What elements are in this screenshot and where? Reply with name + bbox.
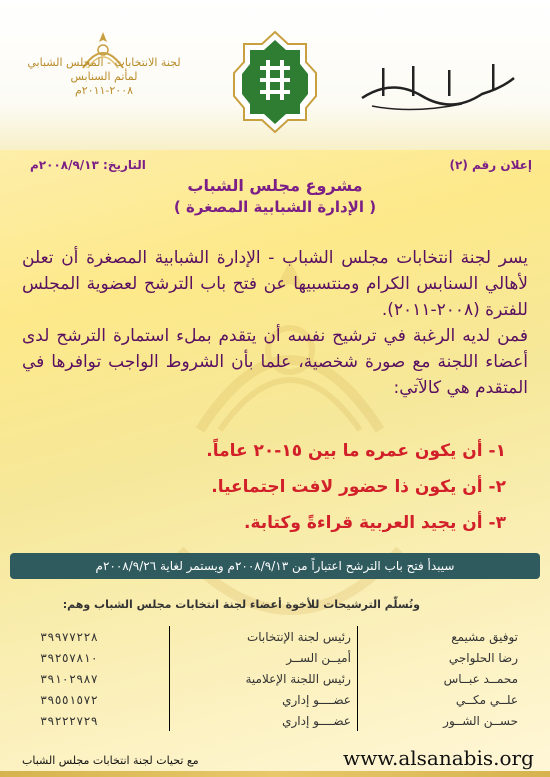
table-row (34, 710, 524, 731)
conditions-list (46, 433, 506, 541)
date-label: التاريخ: (103, 158, 146, 172)
page-subtitle: ( الإدارة الشبابية المصغرة ) (173, 198, 377, 216)
website-link[interactable]: www.alsanabis.org (343, 746, 534, 770)
member-role: عضــــو إداري (170, 689, 358, 710)
member-phone: ٣٩٢٥٧٨١٠ (40, 650, 98, 665)
elections-committee-logo-text: لجنة الانتخابات - المجلس الشبابي لمأتم السنابس ٢٠٠٨-٢٠١١م (27, 56, 181, 97)
announcement-date (30, 158, 146, 172)
date-value: ٢٠٠٨/٩/١٣م (30, 158, 99, 172)
condition-item: ١- أن يكون عمره ما بين ١٥-٢٠ عاماً. (206, 441, 506, 461)
member-phone: ٣٩١٠٢٩٨٧ (40, 671, 98, 686)
member-role: عضــــو إداري (170, 710, 358, 731)
table-row (34, 689, 524, 710)
committee-members-table (34, 626, 524, 731)
announcement-number: إعلان رقم (٢) (449, 158, 532, 172)
condition-item: ٢- أن يكون ذا حضور لافت اجتماعيا. (211, 477, 506, 497)
member-phone: ٣٩٩٧٧٢٢٨ (40, 629, 98, 644)
page-header (0, 0, 550, 150)
member-phone: ٣٩٢٢٢٧٢٩ (40, 713, 98, 728)
nomination-period-banner: سيبدأ فتح باب الترشح اعتباراً من ٢٠٠٨/٩/١٣م ويستمر لغاية ٢٠٠٨/٩/٢٦م (10, 553, 540, 579)
announcement-body (22, 245, 528, 401)
member-phone: ٣٩٥٥١٥٧٢ (40, 692, 98, 707)
body-paragraph-2: فمن لديه الرغبة في ترشيح نفسه أن يتقدم بملء استمارة الترشح لدى أعضاء اللجنة مع صورة شخصية، علما بأن الشروط الواجب توافرها في المتقدم هي كالآتي: (22, 326, 528, 398)
page-title: مشروع مجلس الشباب (187, 176, 363, 195)
member-name: حســن الشــور (443, 713, 518, 728)
member-name: توفيق مشيمع (451, 629, 518, 644)
body-paragraph-1: يسر لجنة انتخابات مجلس الشباب - الإدارة الشبابية المصغرة أن تعلن لأهالي السنابس الكرام ومنتسبيها عن فتح باب الترشح لعضوية المجلس للفترة (٢٠٠٨-٢٠١١). (22, 248, 528, 320)
table-row (34, 626, 524, 647)
announcement-row (30, 158, 532, 178)
team-intro: وتُسلّم الترشيحات للأخوة أعضاء لجنة انتخابات مجلس الشباب وهم: (62, 598, 420, 611)
bottom-decorative-bar (0, 771, 550, 777)
member-role: رئيس لجنة الإنتخابات (170, 626, 358, 647)
member-name: علــي مكــي (455, 692, 518, 707)
member-name: رضا الحلواجي (448, 650, 518, 665)
member-role: أميــن الســر (170, 647, 358, 668)
table-row (34, 647, 524, 668)
calligraphy-logo (352, 58, 522, 120)
member-role: رئيس اللجنة الإعلامية (170, 668, 358, 689)
condition-item: ٣- أن يجيد العربية قراءةً وكتابة. (244, 513, 506, 533)
member-name: محمــد عبــاس (443, 671, 518, 686)
table-row (34, 668, 524, 689)
footer-greeting: مع تحيات لجنة انتخابات مجلس الشباب (22, 754, 199, 767)
center-emblem-logo (232, 30, 318, 134)
